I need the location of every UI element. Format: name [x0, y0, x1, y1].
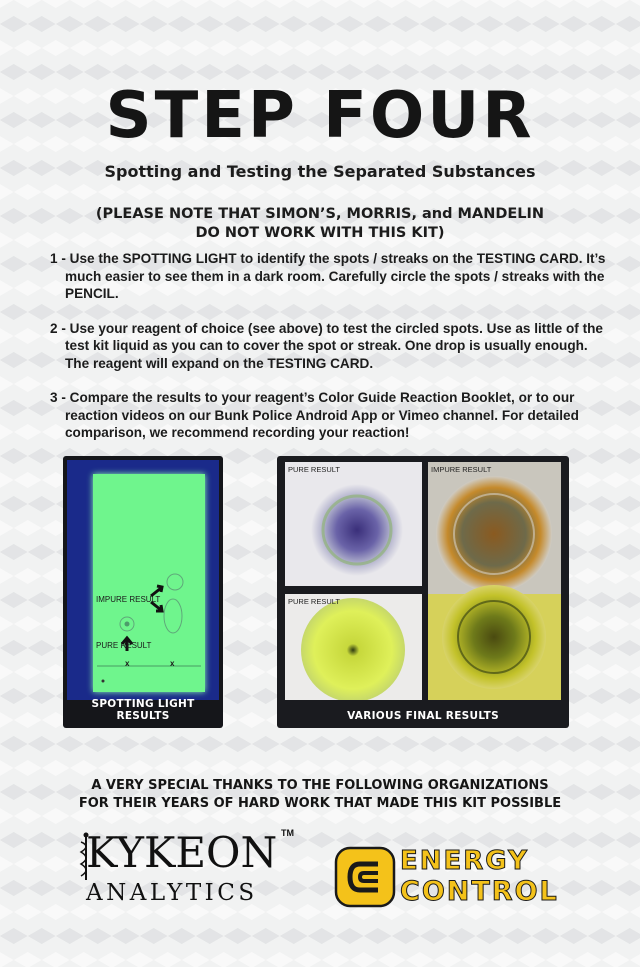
- step-3: 3 - Compare the results to your reagent’s Color Guide Reaction Booklet, or to our reaction videos on our Bunk Police Android App or Vimeo channel. For detailed comparison, we recommend recording your reaction!: [50, 390, 579, 440]
- spotting-light-panel: [63, 456, 223, 728]
- kykeon-wordmark: KYKEON: [86, 828, 278, 877]
- impure-spot-lower: [164, 599, 182, 633]
- energy-control-emblem-icon: [334, 846, 396, 908]
- photo-impure: [428, 462, 561, 700]
- impure-result-label: IMPURE RESULT: [96, 595, 161, 604]
- pure-result-label: PURE RESULT: [96, 641, 152, 650]
- impure-spot-image: [428, 462, 561, 700]
- note-line-2: DO NOT WORK WITH THIS KIT): [195, 225, 445, 241]
- instruction-steps: [50, 250, 610, 459]
- page-subtitle: Spotting and Testing the Separated Substances: [104, 162, 536, 181]
- photo1-label: PURE RESULT: [288, 465, 340, 474]
- page-title: STEP FOUR: [105, 79, 535, 153]
- thanks-text: [0, 777, 640, 813]
- compatibility-note: [0, 205, 640, 243]
- photo-pure-purple: [285, 462, 422, 586]
- photo3-label: PURE RESULT: [288, 597, 340, 606]
- step-2: 2 - Use your reagent of choice (see above) to test the circled spots. Use as little of the test kit liquid as you can to cover the spot or streak. One drop is usually enough. The reagent will expand on the TESTING CARD.: [50, 320, 603, 371]
- testing-card: [93, 474, 205, 692]
- impure-spot-upper: [167, 574, 183, 590]
- trademark-mark: TM: [281, 828, 294, 838]
- analytics-wordmark: ANALYTICS: [86, 880, 258, 906]
- spot-mark-1: x: [125, 659, 130, 668]
- purple-spot-image: [285, 462, 422, 586]
- spotting-light-caption: SPOTTING LIGHT RESULTS: [91, 698, 195, 722]
- thanks-line-1: A VERY SPECIAL THANKS TO THE FOLLOWING ORGANIZATIONS: [91, 778, 549, 793]
- photo-pure-yellow: [285, 594, 422, 700]
- spotting-light-photo: [67, 460, 219, 700]
- step-1: 1 - Use the SPOTTING LIGHT to identify the spots / streaks on the TESTING CARD. It’s much easier to see them in a dark room. Carefully circle the spots / streaks with the PENCIL.: [50, 251, 606, 301]
- yellow-spot-image: [285, 594, 422, 700]
- energy-wordmark: ENERGY: [400, 846, 529, 876]
- photo2-label: IMPURE RESULT: [431, 465, 492, 474]
- energy-control-logo: [334, 846, 588, 908]
- spot-mark-2: x: [170, 659, 175, 668]
- control-wordmark: CONTROL: [400, 876, 559, 907]
- final-results-caption: VARIOUS FINAL RESULTS: [347, 710, 499, 722]
- note-line-1: (PLEASE NOTE THAT SIMON’S, MORRIS, and MANDELIN: [95, 206, 545, 222]
- kykeon-analytics-logo: [78, 828, 298, 912]
- final-results-panel: [277, 456, 569, 728]
- testing-card-marks: [93, 474, 205, 692]
- thanks-line-2: FOR THEIR YEARS OF HARD WORK THAT MADE THIS KIT POSSIBLE: [78, 796, 562, 811]
